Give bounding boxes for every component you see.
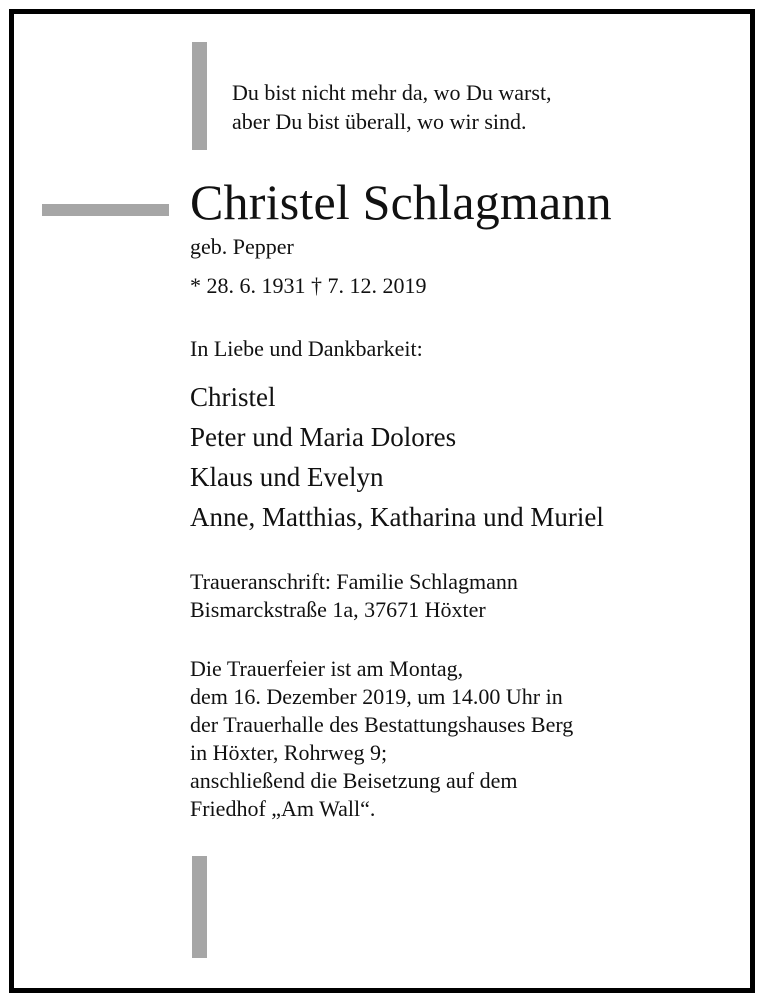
address-line: Bismarckstraße 1a, 37671 Höxter bbox=[190, 597, 486, 622]
ceremony-line: Die Trauerfeier ist am Montag, bbox=[190, 656, 464, 681]
cross-bar-top bbox=[192, 42, 207, 150]
maiden-name: geb. Pepper bbox=[190, 234, 294, 259]
mourners-list bbox=[190, 377, 604, 537]
ceremony-line: der Trauerhalle des Bestattungshauses Berg bbox=[190, 712, 574, 737]
mourner-name: Klaus und Evelyn bbox=[190, 462, 384, 492]
ceremony-line: dem 16. Dezember 2019, um 14.00 Uhr in bbox=[190, 684, 563, 709]
mourner-name: Christel bbox=[190, 382, 276, 412]
cross-bar-bottom bbox=[192, 856, 207, 958]
mourner-name: Anne, Matthias, Katharina und Muriel bbox=[190, 502, 604, 532]
dedication-line: In Liebe und Dankbarkeit: bbox=[190, 336, 423, 361]
cross-bar-left bbox=[42, 204, 169, 216]
ceremony-line: anschließend die Beisetzung auf dem bbox=[190, 768, 518, 793]
quote-line: Du bist nicht mehr da, wo Du warst, bbox=[232, 80, 552, 105]
quote-line: aber Du bist überall, wo wir sind. bbox=[232, 109, 527, 134]
life-dates: * 28. 6. 1931 † 7. 12. 2019 bbox=[190, 273, 427, 298]
ceremony-details bbox=[190, 655, 573, 823]
mourner-name: Peter und Maria Dolores bbox=[190, 422, 457, 452]
ceremony-line: Friedhof „Am Wall“. bbox=[190, 796, 376, 821]
mourning-address bbox=[190, 568, 518, 624]
deceased-name: Christel Schlagmann bbox=[190, 174, 612, 230]
ceremony-line: in Höxter, Rohrweg 9; bbox=[190, 740, 388, 765]
address-line: Traueranschrift: Familie Schlagmann bbox=[190, 569, 518, 594]
memorial-quote bbox=[232, 78, 552, 136]
